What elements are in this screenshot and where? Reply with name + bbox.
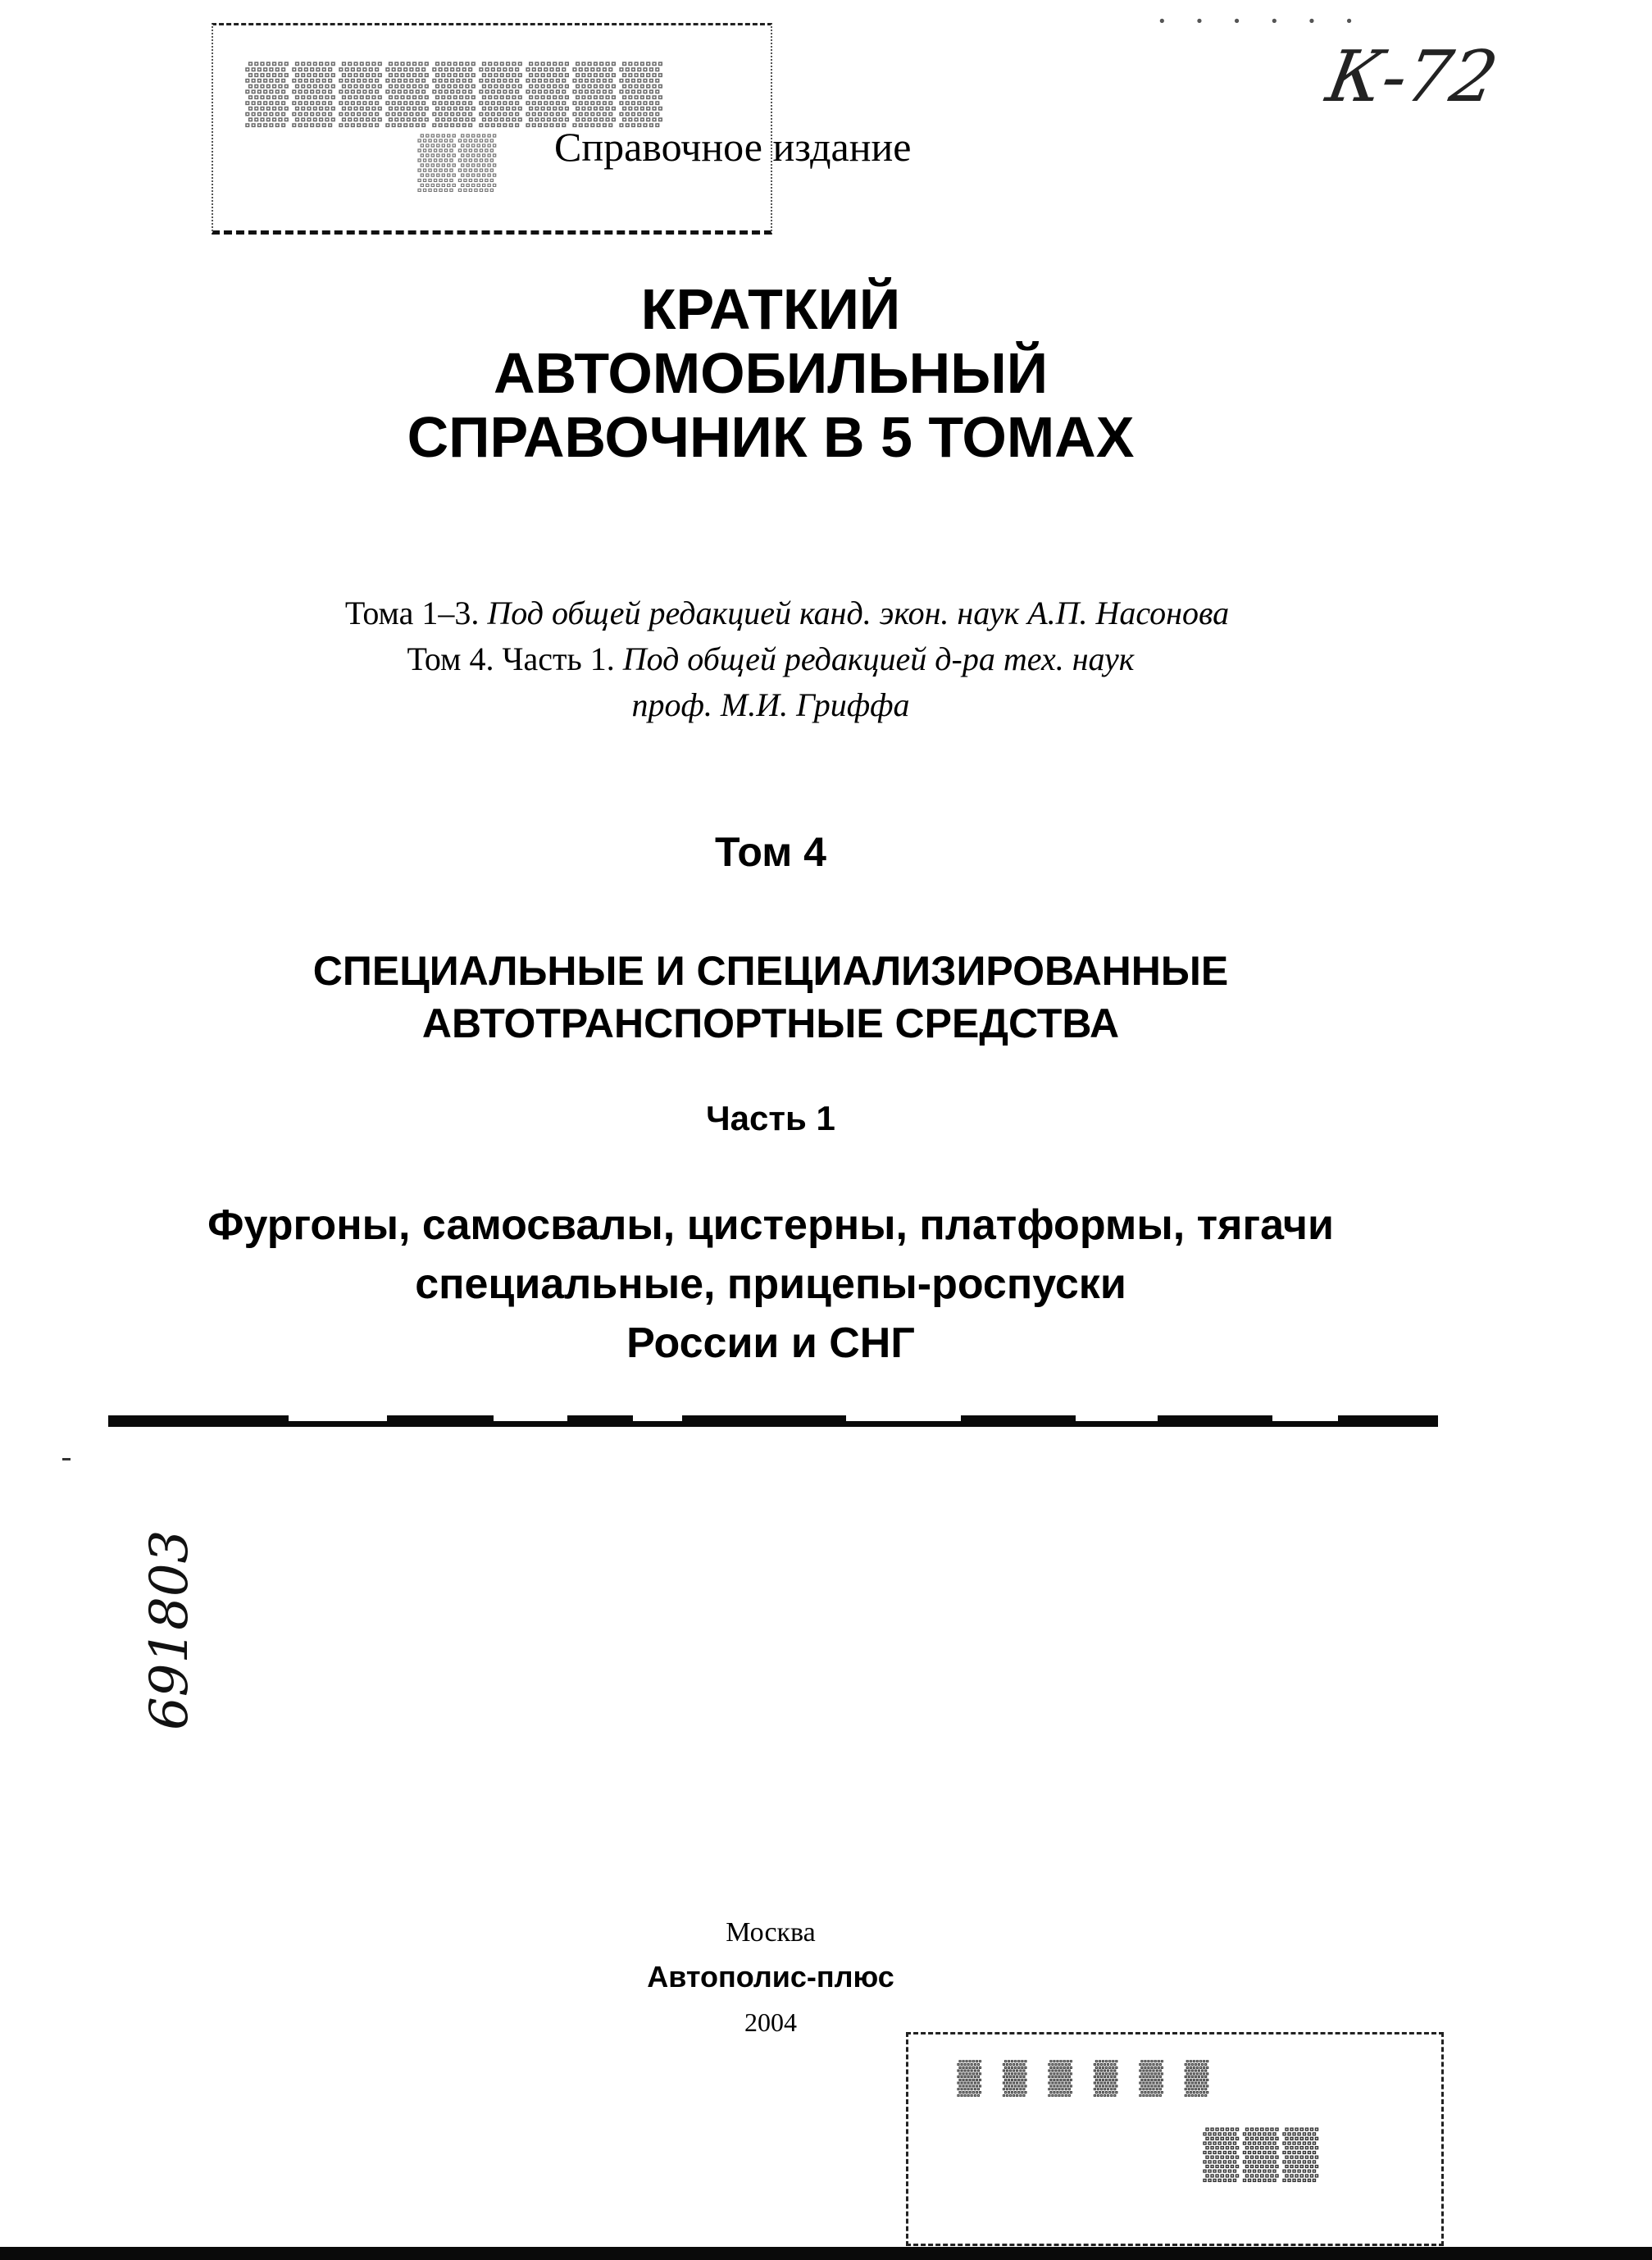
- title-line: СПРАВОЧНИК В 5 ТОМАХ: [407, 405, 1135, 469]
- subtitle-line: России и СНГ: [626, 1319, 915, 1367]
- volume-title: [0, 945, 1541, 1050]
- page-edge-bar: [0, 2247, 1652, 2260]
- stamp-faded-mark: ▒▒▒: [1204, 2126, 1323, 2180]
- scan-speck: [62, 1458, 71, 1460]
- editors-line2-prefix: Том 4. Часть 1.: [407, 640, 615, 677]
- rule-gap: [1076, 1415, 1158, 1421]
- subtitle: [0, 1196, 1541, 1373]
- imprint-year: 2004: [744, 2007, 797, 2037]
- inventory-number-handwritten: 691803: [139, 1529, 200, 1730]
- editors-line3-italic: проф. М.И. Гриффа: [631, 686, 910, 723]
- editors-line2-italic: Под общей редакцией д-ра тех. наук: [622, 640, 1135, 677]
- editors-block: [0, 590, 1541, 728]
- edition-label: Справочное издание: [554, 124, 912, 170]
- volume-title-line: АВТОТРАНСПОРТНЫЕ СРЕДСТВА: [421, 1000, 1120, 1046]
- title-line: КРАТКИЙ: [640, 277, 901, 341]
- rule-gap: [494, 1415, 567, 1421]
- horizontal-rule: [108, 1415, 1438, 1427]
- library-stamp-bottom: [906, 2032, 1444, 2246]
- stamp-faded-text: ▒ ▒ ▒ ▒ ▒ ▒: [958, 2059, 1215, 2095]
- stamp-faded-text: ▒▒▒▒▒▒▒▒▒: [246, 59, 667, 125]
- rule-gap: [846, 1415, 961, 1421]
- shelf-code-handwritten: К-72: [1321, 36, 1504, 118]
- editors-line1-italic: Под общей редакцией канд. экон. наук А.П. Насонова: [487, 595, 1230, 631]
- editors-line1-prefix: Тома 1–3.: [344, 595, 480, 631]
- imprint-publisher: Автополис-плюс: [647, 1960, 894, 1993]
- shelf-mark-faded: · · · · · ·: [1156, 1, 1363, 41]
- subtitle-line: Фургоны, самосвалы, цистерны, платформы, тягачи: [207, 1201, 1334, 1249]
- volume-number: Том 4: [715, 829, 826, 875]
- stamp-faded-mark: ▒▒: [418, 131, 499, 189]
- rule-gap: [1272, 1415, 1338, 1421]
- rule-gap: [633, 1415, 682, 1421]
- title-line: АВТОМОБИЛЬНЫЙ: [493, 341, 1049, 405]
- volume-title-line: СПЕЦИАЛЬНЫЕ И СПЕЦИАЛИЗИРОВАННЫЕ: [312, 948, 1229, 994]
- part-number: Часть 1: [706, 1099, 835, 1137]
- rule-gap: [289, 1415, 387, 1421]
- book-title: [0, 277, 1541, 469]
- imprint-city: Москва: [726, 1917, 816, 1948]
- subtitle-line: специальные, прицепы-роспуски: [415, 1260, 1126, 1308]
